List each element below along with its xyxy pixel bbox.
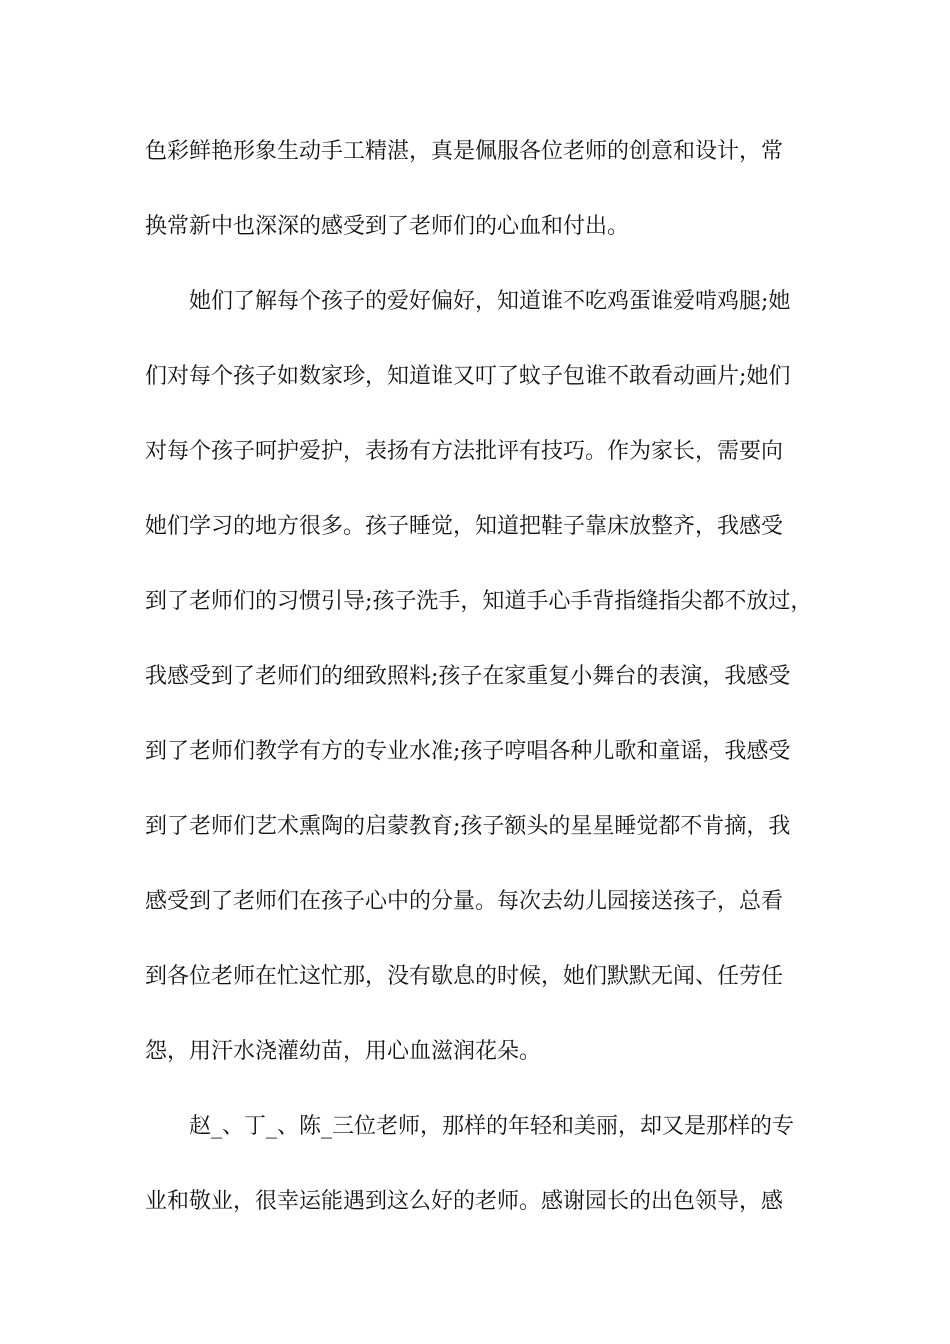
text-line-10: 到了老师们艺术熏陶的启蒙教育;孩子额头的星星睡觉都不肯摘，我 xyxy=(145,814,791,839)
text-line-6: 她们学习的地方很多。孩子睡觉，知道把鞋子靠床放整齐，我感受 xyxy=(145,514,784,539)
text-line-4: 们对每个孩子如数家珍，知道谁又叮了蚊子包谁不敢看动画片;她们 xyxy=(145,364,791,389)
text-line-11: 感受到了老师们在孩子心中的分量。每次去幼儿园接送孩子，总看 xyxy=(145,889,784,914)
text-line-14: 赵_、丁_、陈_三位老师，那样的年轻和美丽，却又是那样的专 xyxy=(189,1114,795,1139)
text-line-8: 我感受到了老师们的细致照料;孩子在家重复小舞台的表演，我感受 xyxy=(145,664,791,689)
text-line-15: 业和敬业，很幸运能遇到这么好的老师。感谢园长的出色领导，感 xyxy=(145,1189,784,1214)
text-line-9: 到了老师们教学有方的专业水准;孩子哼唱各种儿歌和童谣，我感受 xyxy=(145,739,791,764)
text-line-13: 怨，用汗水浇灌幼苗，用心血滋润花朵。 xyxy=(145,1039,542,1064)
text-line-12: 到各位老师在忙这忙那，没有歇息的时候，她们默默无闻、任劳任 xyxy=(145,964,784,989)
text-line-7: 到了老师们的习惯引导;孩子洗手，知道手心手背指缝指尖都不放过， xyxy=(145,589,813,614)
text-line-5: 对每个孩子呵护爱护，表扬有方法批评有技巧。作为家长，需要向 xyxy=(145,439,784,464)
text-line-2: 换常新中也深深的感受到了老师们的心血和付出。 xyxy=(145,214,630,239)
text-line-1: 色彩鲜艳形象生动手工精湛，真是佩服各位老师的创意和设计，常 xyxy=(145,139,784,164)
text-line-3: 她们了解每个孩子的爱好偏好，知道谁不吃鸡蛋谁爱啃鸡腿;她 xyxy=(189,289,791,314)
